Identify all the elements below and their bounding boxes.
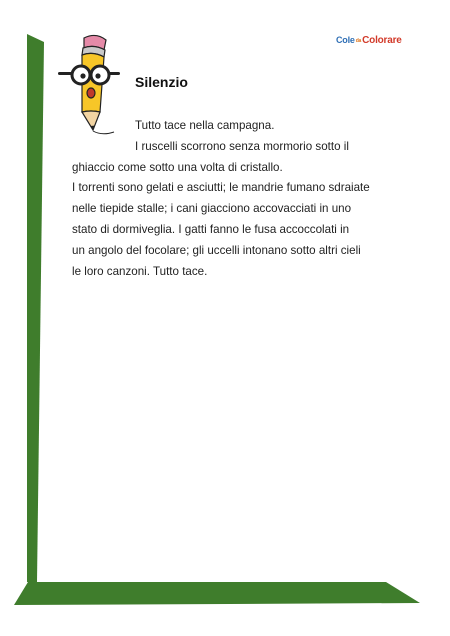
text-line: stato di dormiveglia. I gatti fanno le fusa accoccolati in (72, 222, 350, 236)
logo-text-2: da (355, 37, 362, 44)
text-line: nelle tiepide stalle; i cani giacciono accovacciati in uno (72, 202, 352, 216)
text-line: Tutto tace nella campagna. (135, 119, 275, 132)
site-logo (336, 35, 420, 51)
page-title: Silenzio (135, 74, 188, 90)
text-line: I torrenti sono gelati e asciutti; le mandrie fumano sdraiate (72, 181, 370, 195)
text-line: I ruscelli scorrono senza mormorio sotto il (135, 139, 349, 153)
bottom-green-bar (14, 582, 420, 605)
text-line: ghiaccio come sotto una volta di cristallo. (72, 160, 283, 174)
logo-text-1: Cole (336, 35, 355, 45)
left-green-bar (27, 34, 44, 582)
text-line: le loro canzoni. Tutto tace. (72, 264, 208, 278)
text-line: un angolo del focolare; gli uccelli intonano sotto altri cieli (72, 243, 361, 257)
logo-text-3: Colorare (362, 35, 402, 46)
story-text (72, 116, 412, 282)
